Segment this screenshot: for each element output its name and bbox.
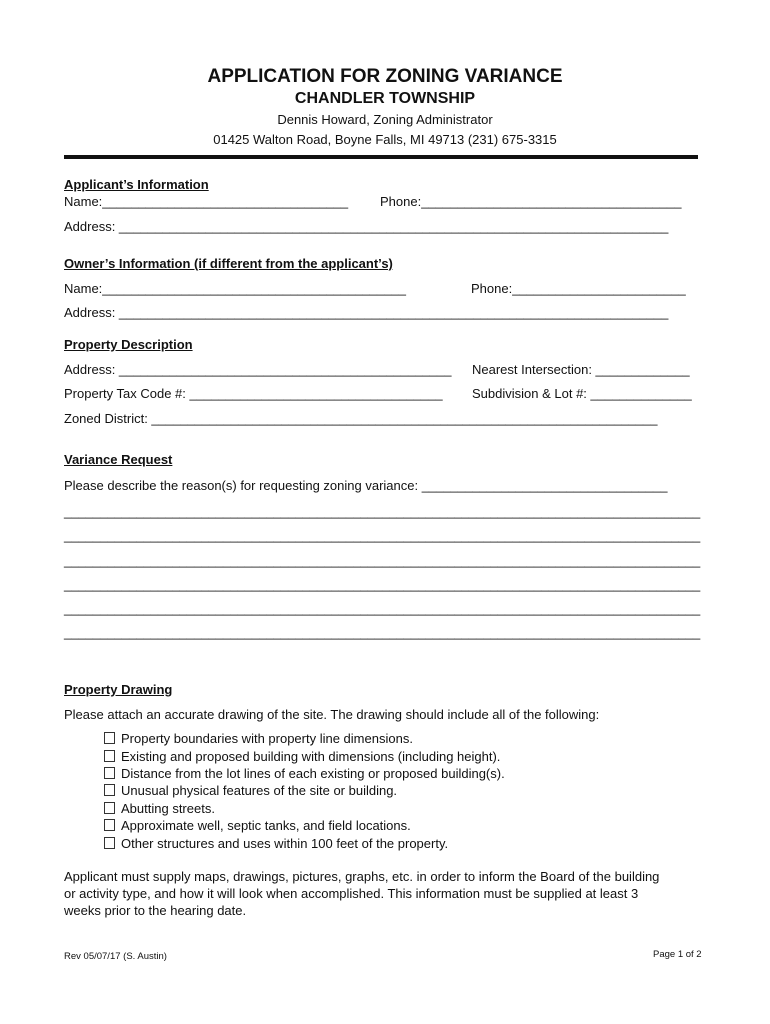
property-heading: Property Description	[64, 337, 193, 352]
closing-text-line: weeks prior to the hearing date.	[64, 903, 247, 918]
property-address-field[interactable]: Address: ______________________________________________	[64, 362, 452, 377]
variance-line[interactable]: ________________________________________________________________________________________	[64, 553, 701, 568]
checkbox-icon[interactable]	[104, 750, 115, 762]
checklist-item: Property boundaries with property line dimensions.	[104, 731, 413, 746]
nearest-intersection-field[interactable]: Nearest Intersection: _____________	[472, 362, 690, 377]
tax-code-field[interactable]: Property Tax Code #: ___________________________________	[64, 386, 443, 401]
variance-heading: Variance Request	[64, 452, 173, 467]
closing-text-line: or activity type, and how it will look when accomplished. This information must be supplied at least 3	[64, 886, 639, 901]
checklist-item: Unusual physical features of the site or building.	[104, 783, 397, 798]
checklist-item: Existing and proposed building with dimensions (including height).	[104, 749, 500, 764]
page-number: Page 1 of 2	[653, 949, 702, 960]
checklist-item: Distance from the lot lines of each existing or proposed building(s).	[104, 766, 505, 781]
owner-name-field[interactable]: Name:__________________________________________	[64, 281, 406, 296]
owner-heading: Owner’s Information (if different from the applicant’s)	[64, 256, 393, 271]
drawing-intro: Please attach an accurate drawing of the site. The drawing should include all of the following:	[64, 707, 600, 722]
owner-phone-field[interactable]: Phone:________________________	[471, 281, 686, 296]
checkbox-icon[interactable]	[104, 819, 115, 831]
closing-text-line: Applicant must supply maps, drawings, pictures, graphs, etc. in order to inform the Board of the building	[64, 869, 660, 884]
variance-line[interactable]: ________________________________________________________________________________________	[64, 504, 701, 519]
checkbox-icon[interactable]	[104, 732, 115, 744]
variance-line[interactable]: ________________________________________________________________________________________	[64, 577, 701, 592]
applicant-heading: Applicant’s Information	[64, 177, 209, 192]
subdivision-lot-field[interactable]: Subdivision & Lot #: ______________	[472, 386, 692, 401]
variance-line[interactable]: ________________________________________________________________________________________	[64, 528, 701, 543]
applicant-phone-field[interactable]: Phone:____________________________________	[380, 194, 682, 209]
variance-reason-field[interactable]: Please describe the reason(s) for requesting zoning variance: __________________________________	[64, 478, 668, 493]
header-divider	[64, 155, 698, 159]
checklist-item: Approximate well, septic tanks, and field locations.	[104, 818, 411, 833]
variance-line[interactable]: ________________________________________________________________________________________	[64, 625, 701, 640]
zoned-district-field[interactable]: Zoned District: ______________________________________________________________________	[64, 411, 658, 426]
variance-line[interactable]: ________________________________________________________________________________________	[64, 601, 701, 616]
township-name: CHANDLER TOWNSHIP	[294, 90, 476, 107]
form-title: APPLICATION FOR ZONING VARIANCE	[207, 66, 563, 87]
checkbox-icon[interactable]	[104, 802, 115, 814]
checkbox-icon[interactable]	[104, 784, 115, 796]
checkbox-icon[interactable]	[104, 837, 115, 849]
applicant-address-field[interactable]: Address: ____________________________________________________________________________	[64, 219, 669, 234]
revision-note: Rev 05/07/17 (S. Austin)	[64, 951, 167, 962]
administrator-name: Dennis Howard, Zoning Administrator	[277, 112, 493, 127]
applicant-name-field[interactable]: Name:__________________________________	[64, 194, 349, 209]
checklist-item: Abutting streets.	[104, 801, 215, 816]
owner-address-field[interactable]: Address: ____________________________________________________________________________	[64, 305, 669, 320]
office-address: 01425 Walton Road, Boyne Falls, MI 49713 (231) 675-3315	[213, 132, 557, 147]
drawing-heading: Property Drawing	[64, 682, 173, 697]
checkbox-icon[interactable]	[104, 767, 115, 779]
checklist-item: Other structures and uses within 100 feet of the property.	[104, 836, 448, 851]
